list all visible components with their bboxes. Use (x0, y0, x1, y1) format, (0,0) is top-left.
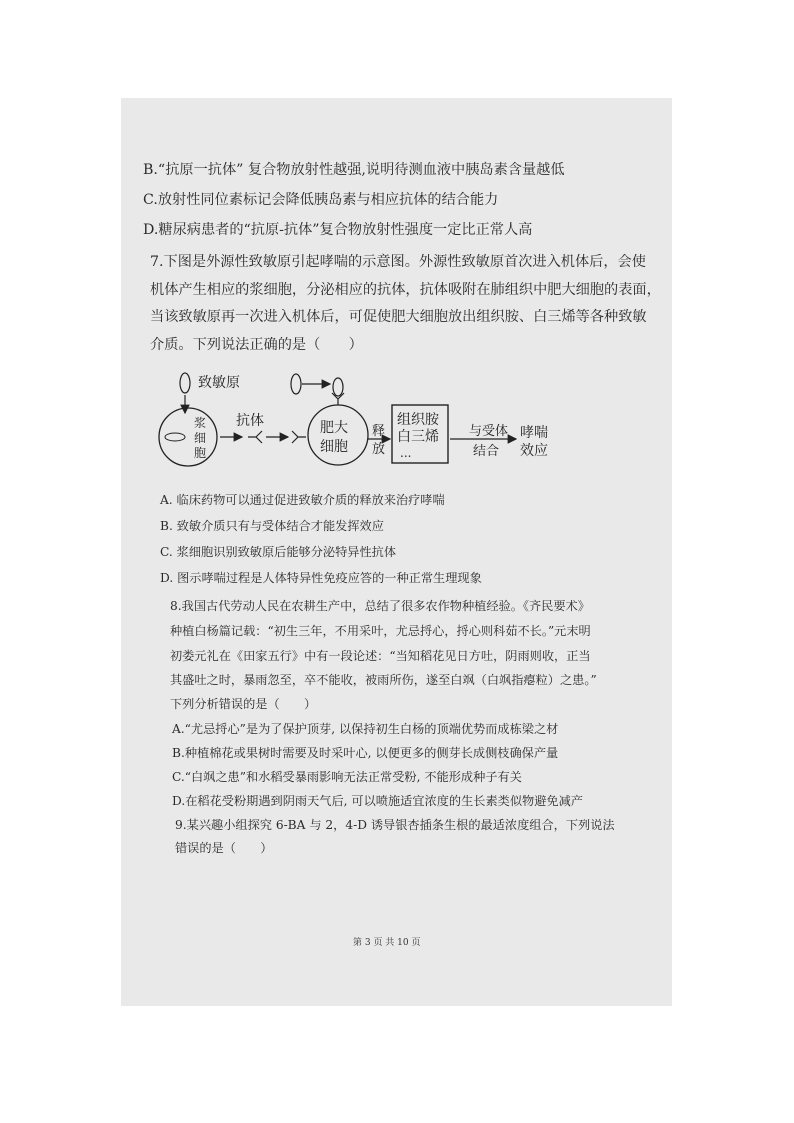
q7-stem-line: 当该致敏原再一次进入机体后，可促使肥大细胞放出组织胺、白三烯等各种致敏 (150, 309, 647, 325)
mast-cell-label: 肥大 (320, 420, 348, 436)
q9-stem-line: 9.某兴趣小组探究 6-BA 与 2，4-D 诱导银杏插条生根的最适浓度组合，下列说法 (175, 818, 615, 832)
antibody-icon (248, 431, 262, 443)
plasma-cell-label: 胞 (194, 446, 207, 460)
asthma-diagram (150, 365, 570, 475)
q7-option: A. 临床药物可以通过促进致敏介质的释放来治疗哮喘 (160, 493, 445, 507)
page-number: 第 3 页 共 10 页 (353, 938, 421, 948)
effect-label: 效应 (520, 443, 548, 459)
q8-option: D.在稻花受粉期遇到阴雨天气后, 可以喷施适宜浓度的生长素类似物避免减产 (172, 794, 583, 808)
mediator-label: 组织胺 (397, 412, 439, 428)
q7-stem-line: 介质。下列说法正确的是（ ） (150, 337, 363, 353)
antibody-label: 抗体 (236, 413, 264, 429)
q8-stem-line: 种植白杨篇记载：“初生三年，不用采叶，尤忌捋心，捋心则科茹不长。”元末明 (170, 624, 591, 638)
allergen-icon (180, 373, 190, 393)
q7-stem-line: 7.下图是外源性致敏原引起哮喘的示意图。外源性致敏原首次进入机体后，会使 (150, 254, 646, 270)
q6-option-d: D.糖尿病患者的“抗原-抗体”复合物放射性强度一定比正常人高 (143, 222, 533, 238)
q6-option-c: C.放射性同位素标记会降低胰岛素与相应抗体的结合能力 (143, 192, 499, 208)
bound-allergen-icon (333, 378, 343, 396)
q8-option: B.种植棉花或果树时需要及时采叶心, 以便更多的侧芽长成侧枝确保产量 (172, 746, 559, 760)
allergen-icon (291, 374, 301, 394)
plasma-cell-icon (159, 408, 217, 466)
q8-stem-line: 8.我国古代劳动人民在农耕生产中，总结了很多农作物种植经验。《齐民要术》 (170, 599, 590, 613)
mediator-label: 白三烯 (397, 429, 439, 445)
q8-option: C.“白飒之患”和水稻受暴雨影响无法正常受粉, 不能形成种子有关 (172, 770, 522, 784)
q8-stem-line: 下列分析错误的是（ ） (170, 697, 317, 711)
allergen-label: 致敏原 (198, 375, 240, 391)
release-label: 释 (372, 424, 386, 439)
q8-stem-line: 其盛吐之时，暴雨忽至，卒不能收，被雨所伤，遂至白飒（白飒指瘪粒）之患。” (170, 673, 597, 687)
q7-stem-line: 机体产生相应的浆细胞，分泌相应的抗体，抗体吸附在肺组织中肥大细胞的表面， (150, 282, 661, 298)
q8-stem-line: 初娄元礼在《田家五行》中有一段论述：“当知稻花见日方吐，阴雨则收，正当 (170, 649, 591, 663)
plasma-cell-label: 浆 (194, 416, 207, 430)
mediator-label: ... (400, 446, 412, 460)
mast-cell-label: 细胞 (320, 439, 348, 455)
q8-option: A.“尤忌捋心”是为了保护顶芽, 以保持初生白杨的顶端优势而成栋梁之材 (172, 722, 559, 736)
receptor-label: 与受体 (469, 424, 509, 439)
q7-option: B. 致敏介质只有与受体结合才能发挥效应 (160, 519, 384, 533)
q7-option: D. 图示哮喘过程是人体特异性免疫应答的一种正常生理现象 (160, 571, 482, 585)
receptor-label: 结合 (473, 444, 500, 459)
bound-antibody-icon (332, 393, 344, 405)
q7-option: C. 浆细胞识别致敏原后能够分泌特异性抗体 (160, 545, 397, 559)
nucleus-icon (165, 433, 185, 441)
q6-option-b: B.“抗原一抗体” 复合物放射性越强,说明待测血液中胰岛素含量越低 (143, 162, 565, 178)
plasma-cell-label: 细 (194, 431, 207, 445)
effect-label: 哮喘 (520, 425, 548, 441)
antibody-icon (292, 431, 306, 443)
release-label: 放 (372, 442, 386, 457)
q9-stem-line: 错误的是（ ） (175, 841, 273, 855)
